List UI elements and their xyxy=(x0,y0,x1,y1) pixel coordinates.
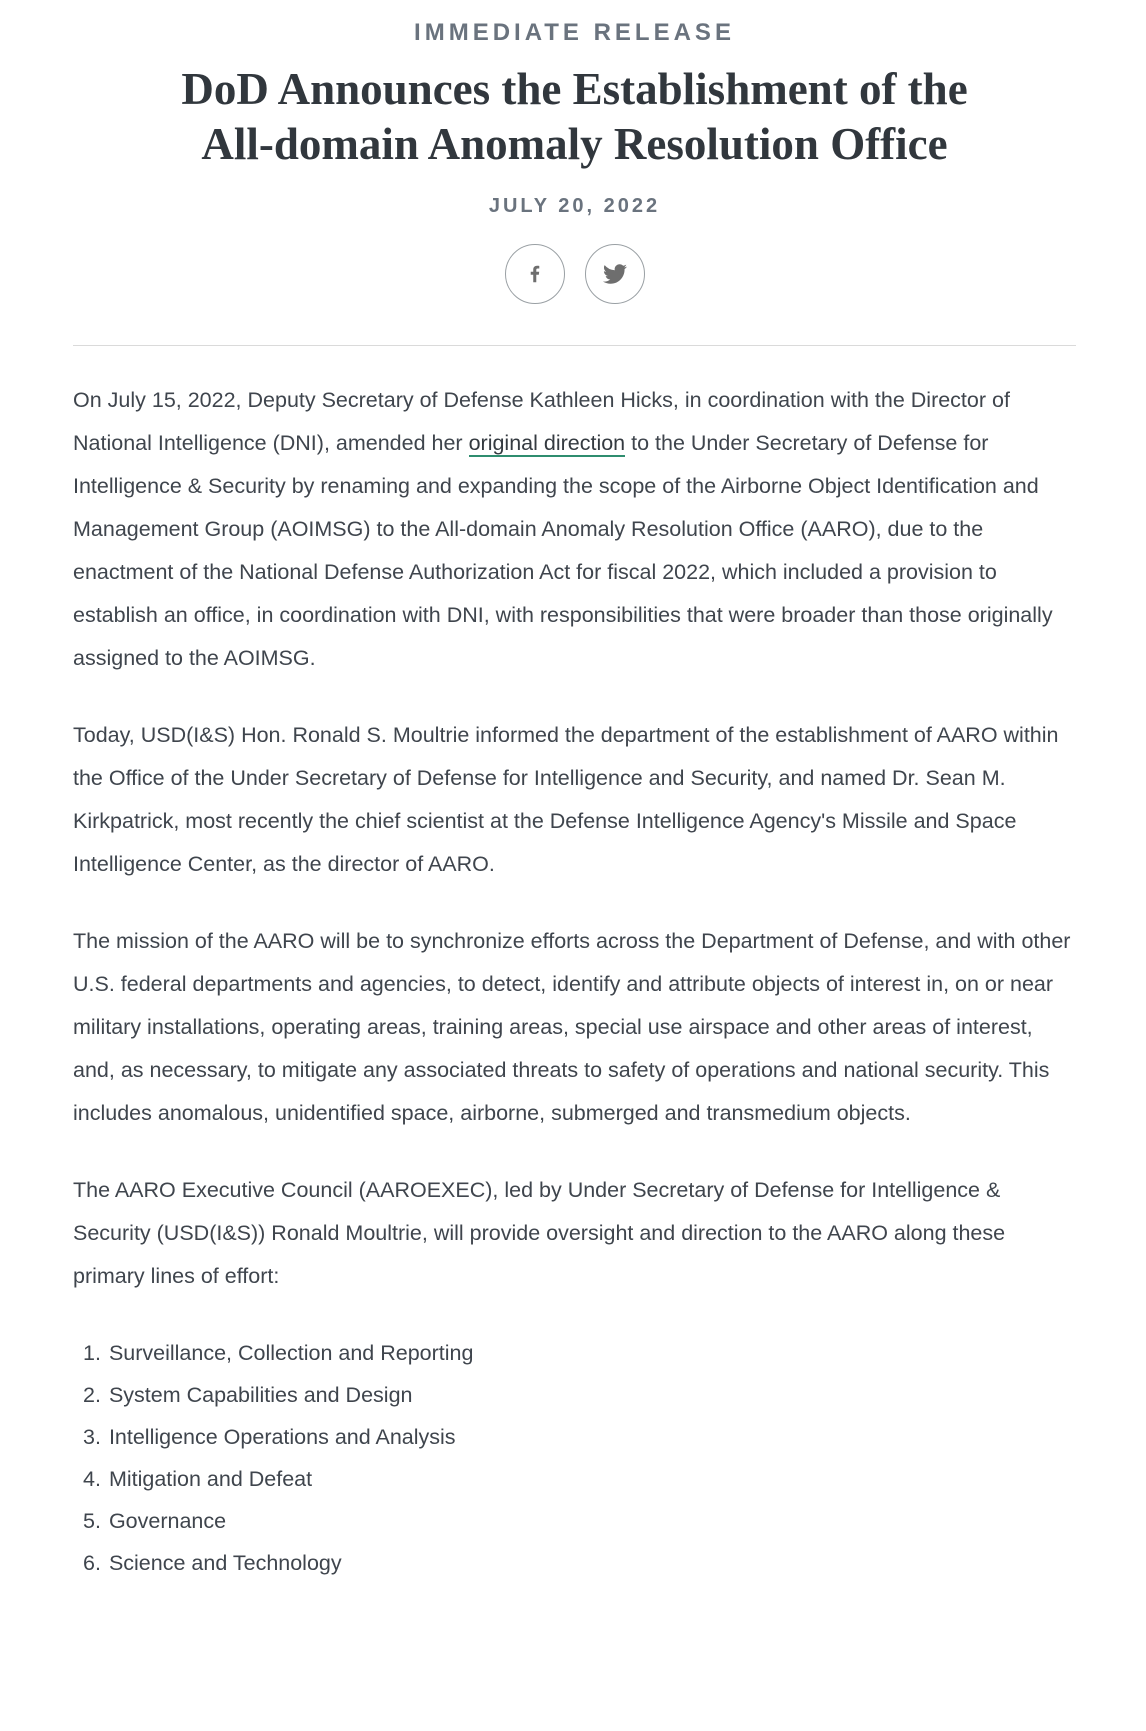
list-item xyxy=(83,1542,1076,1584)
article-body xyxy=(73,379,1076,1584)
list-item-number: 5. xyxy=(83,1509,101,1533)
list-item-label: Governance xyxy=(108,1509,227,1533)
list-item xyxy=(83,1458,1076,1500)
list-item-label: Surveillance, Collection and Reporting xyxy=(108,1341,474,1365)
lines-of-effort-list xyxy=(73,1332,1076,1584)
list-item xyxy=(83,1500,1076,1542)
original-direction-link[interactable]: original direction xyxy=(468,431,626,455)
social-share-row xyxy=(73,244,1076,304)
list-item-number: 3. xyxy=(83,1425,101,1449)
paragraph-3: The mission of the AARO will be to synchronize efforts across the Department of Defense, and with other U.S. federal departments and agencies, to detect, identify and attribute objects of interest in, on or near military installations, operating areas, training areas, special use airspace and other areas of interest, and, as necessary, to mitigate any associated threats to safety of operations and national security. This includes anomalous, unidentified space, airborne, submerged and transmedium objects. xyxy=(73,929,1071,1125)
facebook-share-button[interactable] xyxy=(505,244,565,304)
paragraph-1 xyxy=(73,379,1076,680)
twitter-icon xyxy=(603,262,627,286)
list-item xyxy=(83,1332,1076,1374)
header-divider xyxy=(73,345,1076,346)
paragraph-2: Today, USD(I&S) Hon. Ronald S. Moultrie informed the department of the establishment of AARO within the Office of the Under Secretary of Defense for Intelligence and Security, and named Dr. Sean M. Kirkpatrick, most recently the chief scientist at the Defense Intelligence Agency's Missile and Space Intelligence Center, as the director of AARO. xyxy=(73,723,1059,876)
release-date: JULY 20, 2022 xyxy=(488,195,661,217)
paragraph-1-text-after-link: to the Under Secretary of Defense for Intelligence & Security by renaming and expanding the scope of the Airborne Object Identification and Management Group (AOIMSG) to the All-domain Anomaly Resolution Office (AARO), due to the enactment of the National Defense Authorization Act for fiscal 2022, which included a provision to establish an office, in coordination with DNI, with responsibilities that were broader than those originally assigned to the AOIMSG. xyxy=(73,431,1053,670)
list-item-number: 2. xyxy=(83,1383,101,1407)
list-item-label: Science and Technology xyxy=(108,1551,342,1575)
twitter-share-button[interactable] xyxy=(585,244,645,304)
release-type-label: IMMEDIATE RELEASE xyxy=(414,19,735,46)
article-header xyxy=(73,18,1076,304)
list-item xyxy=(83,1416,1076,1458)
page-title xyxy=(95,62,1055,172)
paragraph-1-text-before-link: On July 15, 2022, Deputy Secretary of Defense Kathleen Hicks, in coordination with the Director of National Intelligence (DNI), amended her xyxy=(73,388,1010,455)
facebook-icon xyxy=(524,263,546,285)
list-item-label: Intelligence Operations and Analysis xyxy=(108,1425,456,1449)
list-item-number: 6. xyxy=(83,1551,101,1575)
list-item-label: System Capabilities and Design xyxy=(108,1383,413,1407)
paragraph-4: The AARO Executive Council (AAROEXEC), led by Under Secretary of Defense for Intelligence & Security (USD(I&S)) Ronald Moultrie, will provide oversight and direction to the AARO along these primary lines of effort: xyxy=(73,1178,1006,1288)
list-item xyxy=(83,1374,1076,1416)
list-item-number: 1. xyxy=(83,1341,101,1365)
list-item-number: 4. xyxy=(83,1467,101,1491)
list-item-label: Mitigation and Defeat xyxy=(108,1467,313,1491)
page-title-line-2: All-domain Anomaly Resolution Office xyxy=(201,119,948,169)
page-title-line-1: DoD Announces the Establishment of the xyxy=(181,64,968,114)
